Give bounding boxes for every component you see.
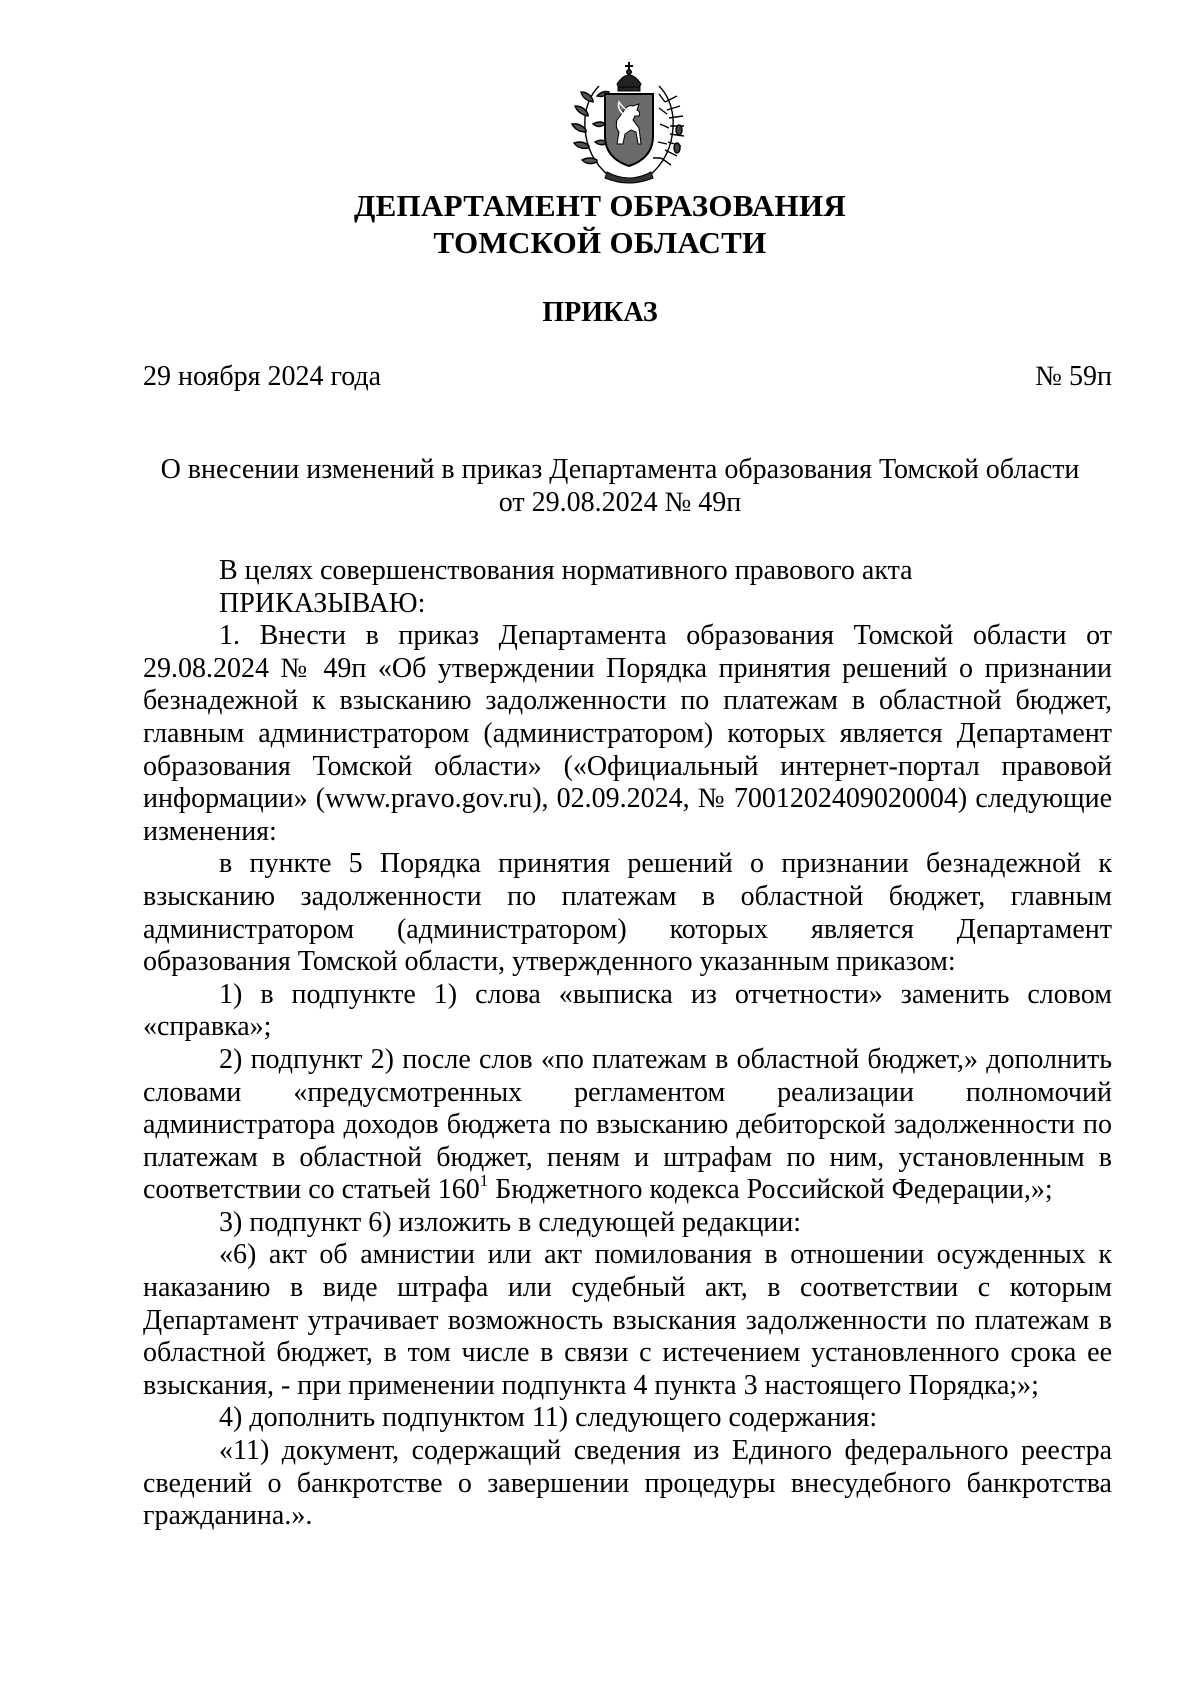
document-body (143, 555, 1112, 1533)
document-number: № 59п (1035, 361, 1112, 392)
change-2-paragraph (143, 1044, 1112, 1207)
change-3-text-paragraph: «6) акт об амнистии или акт помилования в отношении осужденных к наказанию в виде штрафа или судебный акт, в соответствии с которым Департамент утрачивает возможность взыскания задолженности по платежам в областной бюджет, в том числе в связи с истечением установленного срока ее взыскания, - при применении подпункта 4 пункта 3 настоящего Порядка;»; (143, 1239, 1112, 1401)
order-word: ПРИКАЗЫВАЮ: (219, 587, 426, 619)
document-date: 29 ноября 2024 года (143, 361, 382, 392)
document-type-title: ПРИКАЗ (542, 297, 658, 328)
change-3-paragraph: 3) подпункт 6) изложить в следующей редакции: (219, 1206, 802, 1238)
organization-name-line2: ТОМСКОЙ ОБЛАСТИ (433, 225, 767, 260)
article-superscript: 1 (479, 1171, 489, 1191)
coat-of-arms-icon (569, 58, 689, 186)
item-1-paragraph: 1. Внести в приказ Департамента образования Томской области от 29.08.2024 № 49п «Об утверждении Порядка принятия решений о признании безнадежной к взысканию задолженности по платежам в областной бюджет, главным администратором (администратором) которых является Департамент образования Томской области» («Официальный интернет-портал правовой информации» (www.pravo.gov.ru), 02.09.2024, № 7001202409020004) следующие изменения: (143, 620, 1112, 847)
subject-line1: О внесении изменений в приказ Департамента образования Томской области (160, 454, 1080, 485)
change-4-paragraph: 4) дополнить подпунктом 11) следующего содержания: (219, 1402, 878, 1434)
subject-line2: от 29.08.2024 № 49п (498, 487, 742, 518)
change-4-text-paragraph: «11) документ, содержащий сведения из Единого федерального реестра сведений о банкротстве о завершении процедуры внесудебного банкротства гражданина.». (143, 1435, 1112, 1532)
organization-name-line1: ДЕПАРТАМЕНТ ОБРАЗОВАНИЯ (353, 188, 847, 223)
change-2-text-end: Бюджетного кодекса Российской Федерации,»; (488, 1174, 1053, 1206)
change-2-text: 2) подпункт 2) после слов «по платежам в областной бюджет,» дополнить словами «предусмотренных регламентом реализации полномочий администратора доходов бюджета по взысканию дебиторской задолженности по платежам в областной бюджет, пеням и штрафам по ним, установленным в соответствии со статьей 160 (143, 1043, 1112, 1206)
preamble-paragraph: В целях совершенствования нормативного правового акта (219, 555, 913, 586)
change-1-paragraph: 1) в подпункте 1) слова «выписка из отчетности» заменить словом «справка»; (143, 978, 1112, 1043)
intro-changes-paragraph: в пункте 5 Порядка принятия решений о признании безнадежной к взысканию задолженности по платежам в областной бюджет, главным администратором (администратором) которых является Департамент образования Томской области, утвержденного указанным приказом: (143, 848, 1112, 978)
